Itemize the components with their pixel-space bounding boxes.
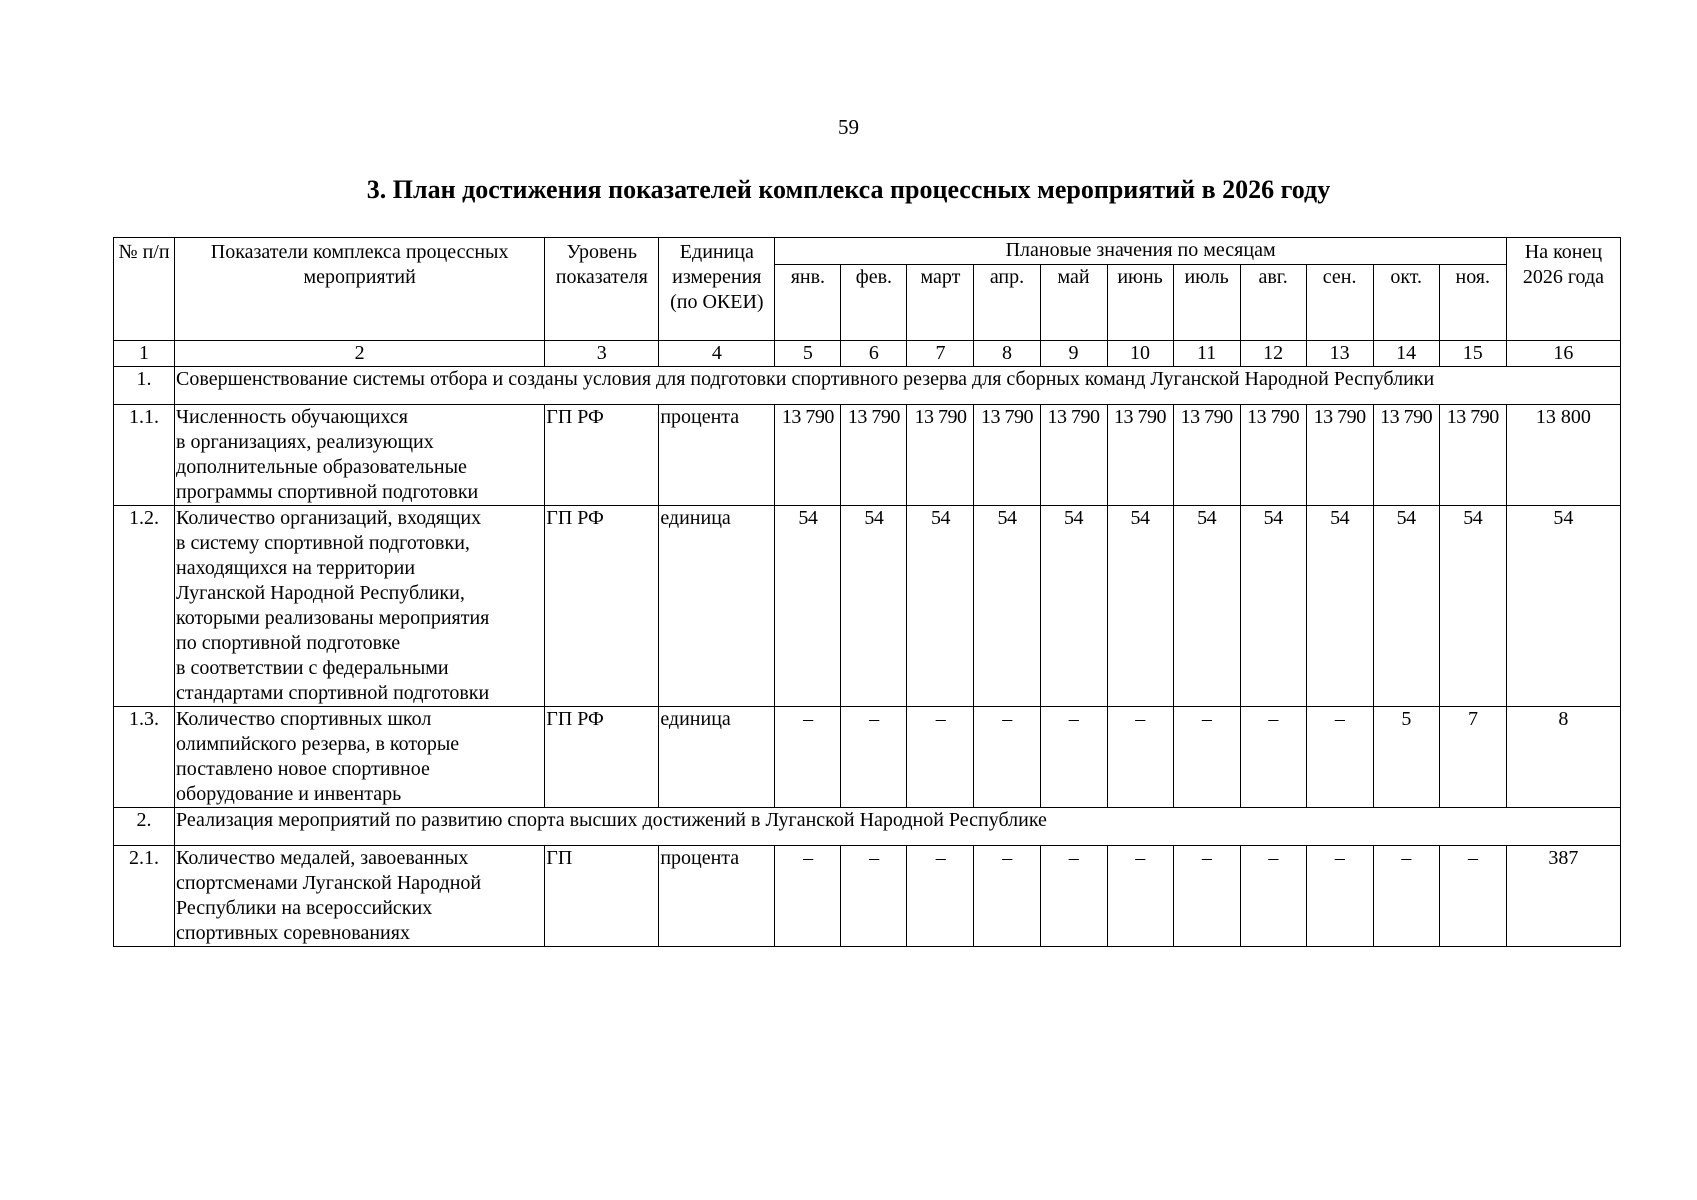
month-value: – <box>841 707 907 808</box>
row-number: 1.1. <box>114 405 175 506</box>
indicator-name <box>175 707 545 808</box>
month-value: 54 <box>907 506 974 707</box>
indicator-line: находящихся на территории <box>176 557 416 579</box>
column-number-row <box>114 341 1621 367</box>
month-value: – <box>974 846 1040 947</box>
month-value: 13 790 <box>1240 405 1306 506</box>
table-row <box>114 707 1621 808</box>
month-value: 7 <box>1439 707 1506 808</box>
section-title: Совершенствование системы отбора и созданы условия для подготовки спортивного резерва для сборных команд Луганской Народной Республики <box>175 367 1621 405</box>
indicator-name <box>175 846 545 947</box>
indicator-level: ГП РФ <box>545 707 659 808</box>
table-header <box>114 238 1621 367</box>
header-month: июль <box>1173 265 1240 341</box>
table-row <box>114 405 1621 506</box>
month-value: 54 <box>1373 506 1439 707</box>
month-value: – <box>1173 846 1240 947</box>
header-month: авг. <box>1240 265 1306 341</box>
table-row <box>114 846 1621 947</box>
indicator-line: которыми реализованы мероприятия <box>176 607 490 629</box>
month-value: – <box>1040 707 1107 808</box>
indicator-line: в соответствии с федеральными <box>176 657 449 679</box>
month-value: 13 790 <box>841 405 907 506</box>
column-number: 14 <box>1373 341 1439 367</box>
column-number: 11 <box>1173 341 1240 367</box>
month-value: 54 <box>841 506 907 707</box>
header-year-end: На конец 2026 года <box>1506 238 1620 341</box>
indicator-line: Республики на всероссийских <box>176 897 433 919</box>
column-number: 4 <box>659 341 775 367</box>
month-value: – <box>775 846 841 947</box>
indicator-line: Количество медалей, завоеванных <box>176 847 469 869</box>
month-value: 13 790 <box>1040 405 1107 506</box>
month-value: 13 790 <box>1107 405 1173 506</box>
column-number: 2 <box>175 341 545 367</box>
month-value: 54 <box>1439 506 1506 707</box>
month-value: – <box>1107 846 1173 947</box>
month-value: – <box>1306 707 1373 808</box>
indicator-line: программы спортивной подготовки <box>176 481 479 503</box>
indicator-line: Луганской Народной Республики, <box>176 582 465 604</box>
year-end-value: 13 800 <box>1506 405 1620 506</box>
indicator-level: ГП РФ <box>545 405 659 506</box>
month-value: – <box>907 707 974 808</box>
header-month: апр. <box>974 265 1040 341</box>
header-indicator: Показатели комплекса процессных мероприятий <box>175 238 545 341</box>
header-month: март <box>907 265 974 341</box>
column-number: 16 <box>1506 341 1620 367</box>
page-number: 59 <box>838 115 859 139</box>
indicator-unit: процента <box>659 846 775 947</box>
column-number: 7 <box>907 341 974 367</box>
column-number: 15 <box>1439 341 1506 367</box>
month-value: 54 <box>1306 506 1373 707</box>
year-end-value: 387 <box>1506 846 1620 947</box>
column-number: 5 <box>775 341 841 367</box>
month-value: 13 790 <box>1439 405 1506 506</box>
month-value: 13 790 <box>1173 405 1240 506</box>
indicator-unit: процента <box>659 405 775 506</box>
row-number: 2.1. <box>114 846 175 947</box>
indicator-line: оборудование и инвентарь <box>176 783 402 805</box>
indicator-name <box>175 506 545 707</box>
indicator-line: спортсменами Луганской Народной <box>176 872 482 894</box>
indicator-unit: единица <box>659 707 775 808</box>
header-month: май <box>1040 265 1107 341</box>
column-number: 8 <box>974 341 1040 367</box>
month-value: 13 790 <box>1373 405 1439 506</box>
indicator-level: ГП РФ <box>545 506 659 707</box>
indicator-line: по спортивной подготовке <box>176 632 401 654</box>
column-number: 1 <box>114 341 175 367</box>
header-unit: Единица измерения (по ОКЕИ) <box>659 238 775 341</box>
indicator-line: в организациях, реализующих <box>176 431 434 453</box>
column-number: 6 <box>841 341 907 367</box>
page-title: 3. План достижения показателей комплекса процессных мероприятий в 2026 году <box>366 175 1331 204</box>
month-value: 54 <box>1040 506 1107 707</box>
section-number: 1. <box>114 367 175 405</box>
month-value: – <box>1173 707 1240 808</box>
month-value: 54 <box>974 506 1040 707</box>
table-body <box>114 367 1621 947</box>
section-title: Реализация мероприятий по развитию спорта высших достижений в Луганской Народной Республике <box>175 808 1621 846</box>
month-value: 13 790 <box>775 405 841 506</box>
column-number: 3 <box>545 341 659 367</box>
section-number: 2. <box>114 808 175 846</box>
year-end-value: 54 <box>1506 506 1620 707</box>
month-value: – <box>1306 846 1373 947</box>
column-number: 9 <box>1040 341 1107 367</box>
header-month: сен. <box>1306 265 1373 341</box>
indicator-line: Количество спортивных школ <box>176 708 432 730</box>
indicator-line: олимпийского резерва, в которые <box>176 733 460 755</box>
month-value: 54 <box>775 506 841 707</box>
indicator-line: Численность обучающихся <box>176 406 409 428</box>
header-month: июнь <box>1107 265 1173 341</box>
header-monthly-group: Плановые значения по месяцам <box>775 238 1506 265</box>
row-number: 1.2. <box>114 506 175 707</box>
header-month: ноя. <box>1439 265 1506 341</box>
month-value: – <box>1373 846 1439 947</box>
month-value: – <box>775 707 841 808</box>
indicator-unit: единица <box>659 506 775 707</box>
month-value: – <box>1439 846 1506 947</box>
month-value: 54 <box>1173 506 1240 707</box>
section-row <box>114 808 1621 846</box>
header-level: Уровень показателя <box>545 238 659 341</box>
column-number: 12 <box>1240 341 1306 367</box>
indicator-line: стандартами спортивной подготовки <box>176 682 490 704</box>
month-value: – <box>1240 846 1306 947</box>
indicator-name <box>175 405 545 506</box>
indicator-level: ГП <box>545 846 659 947</box>
month-value: – <box>1107 707 1173 808</box>
indicator-line: поставлено новое спортивное <box>176 758 430 780</box>
month-value: 13 790 <box>974 405 1040 506</box>
indicator-line: в систему спортивной подготовки, <box>176 532 470 554</box>
month-value: 54 <box>1107 506 1173 707</box>
indicator-line: дополнительные образовательные <box>176 456 467 478</box>
month-value: 54 <box>1240 506 1306 707</box>
indicator-line: Количество организаций, входящих <box>176 507 482 529</box>
header-month: фев. <box>841 265 907 341</box>
row-number: 1.3. <box>114 707 175 808</box>
month-value: 5 <box>1373 707 1439 808</box>
header-month: окт. <box>1373 265 1439 341</box>
year-end-value: 8 <box>1506 707 1620 808</box>
plan-table <box>113 237 1621 947</box>
table-row <box>114 506 1621 707</box>
month-value: – <box>841 846 907 947</box>
month-value: – <box>1040 846 1107 947</box>
month-value: – <box>974 707 1040 808</box>
month-value: – <box>1240 707 1306 808</box>
header-no: № п/п <box>114 238 175 341</box>
section-row <box>114 367 1621 405</box>
column-number: 13 <box>1306 341 1373 367</box>
month-value: 13 790 <box>1306 405 1373 506</box>
header-month: янв. <box>775 265 841 341</box>
indicator-line: спортивных соревнованиях <box>176 922 410 944</box>
month-value: – <box>907 846 974 947</box>
month-value: 13 790 <box>907 405 974 506</box>
column-number: 10 <box>1107 341 1173 367</box>
